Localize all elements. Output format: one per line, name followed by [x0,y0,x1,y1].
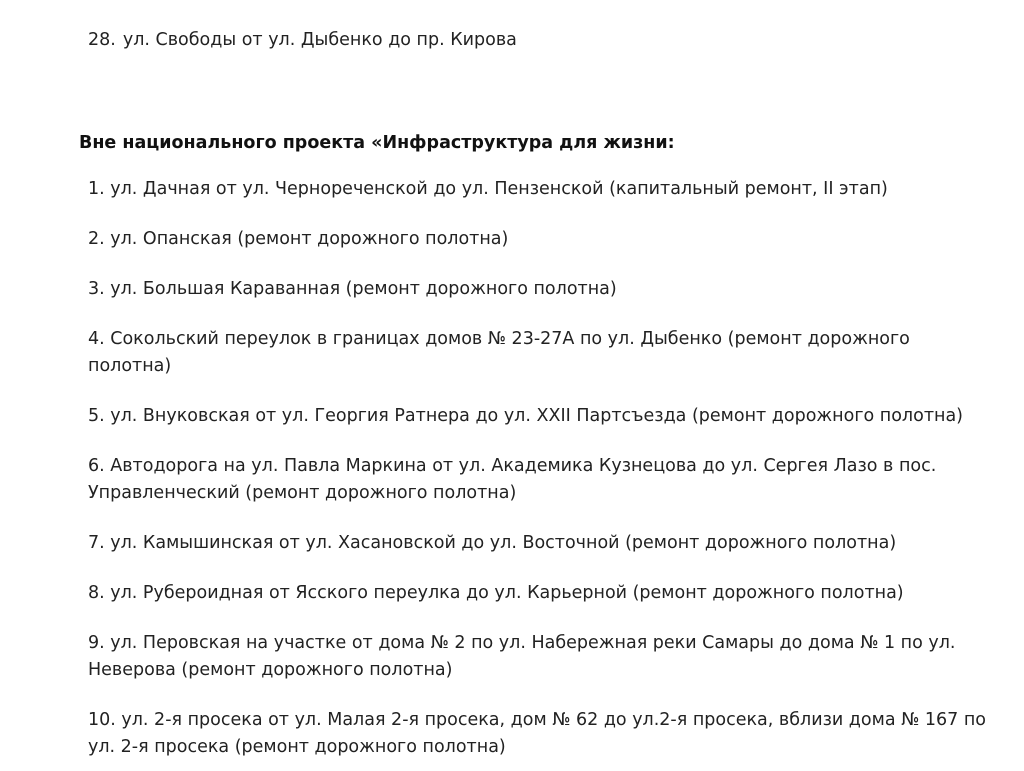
section-heading: Вне национального проекта «Инфраструктура для жизни: [79,133,675,153]
top-list-item-number: 28. [88,30,116,50]
list-item-line: ул. 2-я просека (ремонт дорожного полотна) [88,737,506,757]
list-item [88,226,978,253]
list-item-line: 2. ул. Опанская (ремонт дорожного полотна) [88,229,509,249]
list-item-line: 1. ул. Дачная от ул. Чернореченской до ул. Пензенской (капитальный ремонт, II этап) [88,179,888,199]
top-list-item-text: ул. Свободы от ул. Дыбенко до пр. Кирова [122,30,517,50]
list-item [88,326,978,380]
list-item-line: 6. Автодорога на ул. Павла Маркина от ул. Академика Кузнецова до ул. Сергея Лазо в пос. [88,456,937,476]
list-item [88,530,978,557]
list-item-line: 10. ул. 2-я просека от ул. Малая 2-я просека, дом № 62 до ул.2-я просека, вблизи дома № 167 по [88,710,986,730]
list-item [88,580,978,607]
list-item-line: 7. ул. Камышинская от ул. Хасановской до ул. Восточной (ремонт дорожного полотна) [88,533,897,553]
list-item-line: 5. ул. Внуковская от ул. Георгия Ратнера до ул. XXII Партсъезда (ремонт дорожного полотна) [88,406,964,426]
list-item-line: 4. Сокольский переулок в границах домов № 23-27А по ул. Дыбенко (ремонт дорожного [88,329,910,349]
list-item-line: 3. ул. Большая Караванная (ремонт дорожного полотна) [88,279,617,299]
list-item-line: 9. ул. Перовская на участке от дома № 2 по ул. Набережная реки Самары до дома № 1 по ул. [88,633,956,653]
list-item [88,707,986,761]
list-item-line: 8. ул. Рубероидная от Ясского переулка до ул. Карьерной (ремонт дорожного полотна) [88,583,904,603]
list-item-line: полотна) [88,356,172,376]
numbered-list [88,176,986,761]
list-item [88,453,978,507]
list-item-line: Неверова (ремонт дорожного полотна) [88,660,453,680]
list-item [88,630,978,684]
list-item [88,176,978,203]
top-list-item [88,27,958,53]
list-item [88,403,978,430]
list-item [88,276,978,303]
list-item-line: Управленческий (ремонт дорожного полотна) [88,483,517,503]
